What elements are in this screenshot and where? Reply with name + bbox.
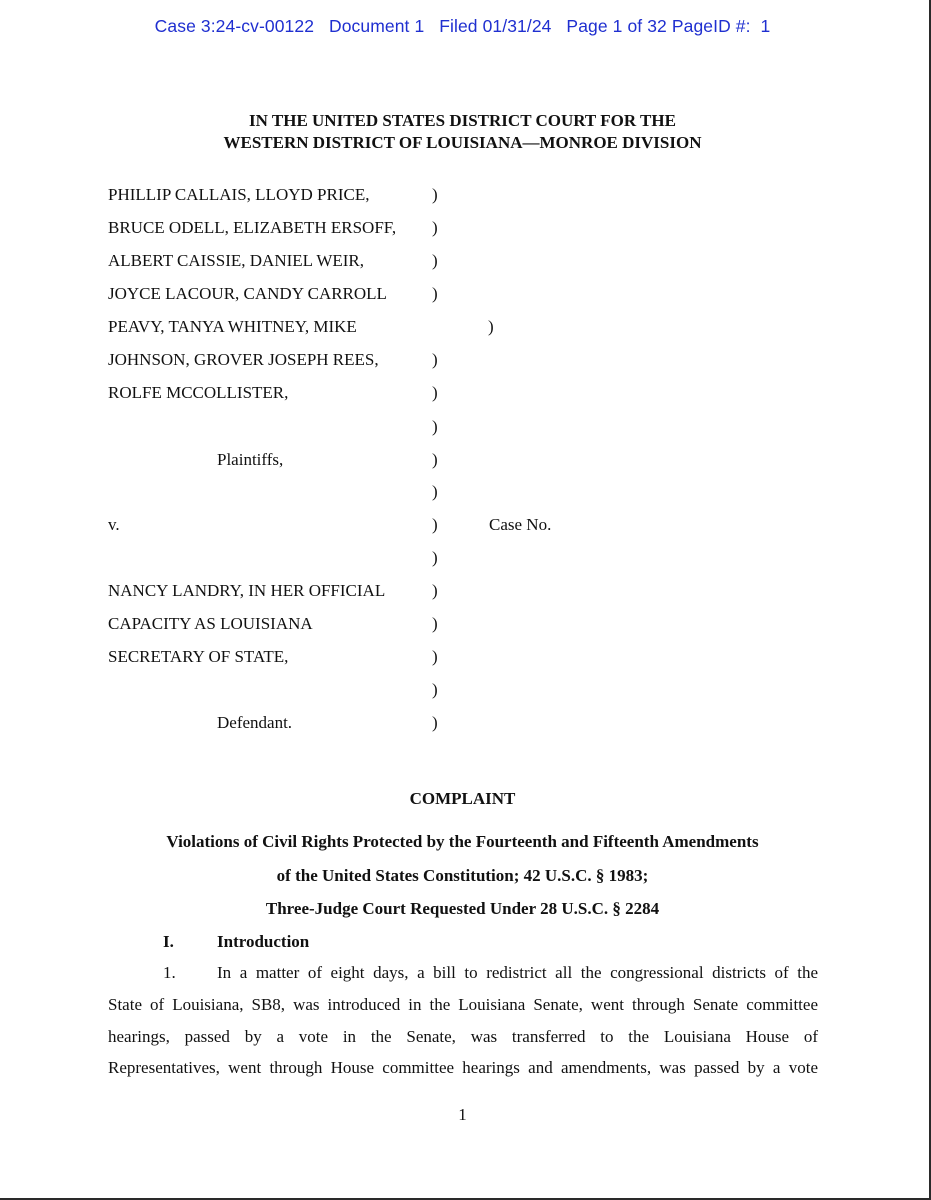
page-info: Page 1 of 32 PageID #: 1 bbox=[566, 16, 771, 36]
plaintiff-line: JOHNSON, GROVER JOSEPH REES, bbox=[108, 350, 379, 369]
caption-paren: ) bbox=[432, 218, 438, 237]
defendant-line: CAPACITY AS LOUISIANA bbox=[108, 614, 313, 633]
plaintiff-line: ALBERT CAISSIE, DANIEL WEIR, bbox=[108, 251, 365, 270]
caption-paren: ) bbox=[432, 251, 438, 270]
plaintiff-line: ROLFE MCCOLLISTER, bbox=[108, 383, 289, 402]
caption-paren: ) bbox=[432, 185, 438, 204]
case-no-label: Case No. bbox=[489, 515, 552, 534]
section-number: I. bbox=[163, 932, 174, 951]
caption-paren: ) bbox=[488, 317, 494, 336]
caption-paren: ) bbox=[432, 417, 438, 436]
caption-paren: ) bbox=[432, 450, 438, 469]
caption-paren: ) bbox=[432, 383, 438, 402]
court-title-line-2: WESTERN DISTRICT OF LOUISIANA—MONROE DIVISION bbox=[223, 133, 702, 152]
caption-paren: ) bbox=[432, 515, 438, 534]
section-heading: Introduction bbox=[217, 932, 310, 951]
complaint-title: COMPLAINT bbox=[409, 789, 516, 808]
caption-paren: ) bbox=[432, 548, 438, 567]
caption-paren: ) bbox=[432, 482, 438, 501]
paragraph-line: Representatives, went through House committee hearings and amendments, was passed by a vote bbox=[108, 1058, 818, 1077]
page-number: 1 bbox=[458, 1105, 467, 1124]
plaintiffs-label: Plaintiffs, bbox=[217, 450, 284, 469]
paragraph-line: In a matter of eight days, a bill to redistrict all the congressional districts of the bbox=[217, 963, 818, 982]
caption-paren: ) bbox=[432, 680, 438, 699]
caption-paren: ) bbox=[432, 350, 438, 369]
plaintiff-line: JOYCE LACOUR, CANDY CARROLL bbox=[108, 284, 387, 303]
court-title-line-1: IN THE UNITED STATES DISTRICT COURT FOR THE bbox=[249, 111, 676, 130]
document-number: Document 1 bbox=[328, 16, 425, 36]
caption-paren: ) bbox=[432, 581, 438, 600]
plaintiff-line: PEAVY, TANYA WHITNEY, MIKE bbox=[108, 317, 357, 336]
ecf-header-stamp bbox=[0, 16, 925, 37]
caption-paren: ) bbox=[432, 284, 438, 303]
complaint-subtitle-line: of the United States Constitution; 42 U.S.C. § 1983; bbox=[276, 866, 649, 885]
filed-date: Filed 01/31/24 bbox=[439, 16, 552, 36]
caption-paren: ) bbox=[432, 647, 438, 666]
plaintiff-line: PHILLIP CALLAIS, LLOYD PRICE, bbox=[108, 185, 370, 204]
versus-label: v. bbox=[108, 515, 120, 534]
plaintiff-line: BRUCE ODELL, ELIZABETH ERSOFF, bbox=[108, 218, 397, 237]
paragraph-line: State of Louisiana, SB8, was introduced in the Louisiana Senate, went through Senate committee bbox=[108, 995, 818, 1014]
paragraph-line: hearings, passed by a vote in the Senate, was transferred to the Louisiana House of bbox=[108, 1027, 818, 1046]
paragraph-number: 1. bbox=[163, 963, 176, 982]
complaint-subtitle-line: Three-Judge Court Requested Under 28 U.S.C. § 2284 bbox=[265, 899, 660, 918]
defendant-label: Defendant. bbox=[217, 713, 293, 732]
complaint-subtitle-line: Violations of Civil Rights Protected by the Fourteenth and Fifteenth Amendments bbox=[166, 832, 759, 851]
court-title bbox=[0, 110, 925, 154]
caption-paren: ) bbox=[432, 614, 438, 633]
defendant-line: NANCY LANDRY, IN HER OFFICIAL bbox=[108, 581, 386, 600]
defendant-line: SECRETARY OF STATE, bbox=[108, 647, 289, 666]
case-number: Case 3:24-cv-00122 bbox=[154, 16, 315, 36]
caption-paren: ) bbox=[432, 713, 438, 732]
